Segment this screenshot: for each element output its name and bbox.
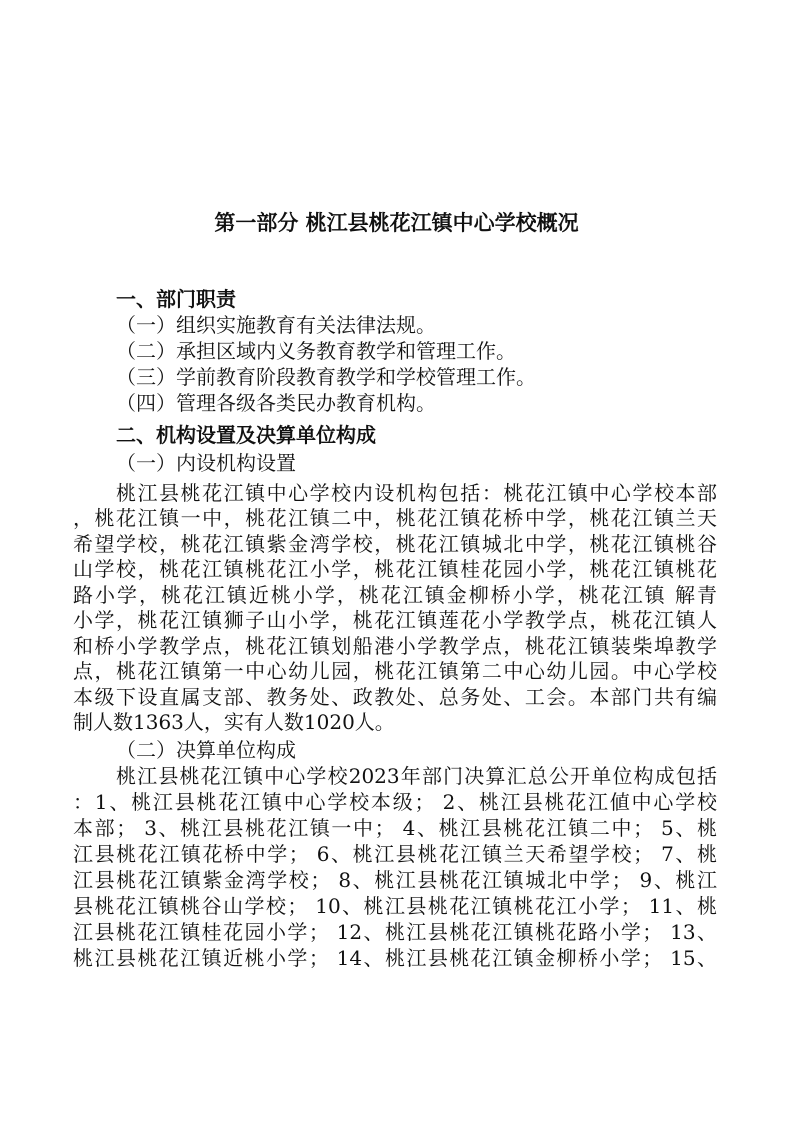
subheading-units: （二）决算单位构成 — [116, 738, 296, 762]
para-line: ：1、桃江县桃花江镇中心学校本级； 2、桃江县桃花江値中心学校 — [73, 790, 717, 814]
duty-item: （二）承担区域内义务教育教学和管理工作。 — [116, 339, 516, 363]
para-line: 本级下设直属支部、教务处、政教处、总务处、工会。本部门共有编 — [73, 685, 717, 709]
para-line: 江县桃花江镇桂花园小学； 12、桃江县桃花江镇桃花路小学； 13、 — [73, 920, 717, 944]
para-line: ，桃花江镇一中，桃花江镇二中，桃花江镇花桥中学，桃花江镇兰天 — [73, 506, 717, 530]
para-line: 小学，桃花江镇狮子山小学，桃花江镇莲花小学教学点，桃花江镇人 — [73, 608, 717, 632]
para-line: 希望学校，桃花江镇紫金湾学校，桃花江镇城北中学，桃花江镇桃谷 — [73, 532, 717, 556]
para-line: 江县桃花江镇紫金湾学校； 8、桃江县桃花江镇城北中学； 9、桃江 — [73, 868, 717, 892]
duty-item: （四）管理各级各类民办教育机构。 — [116, 391, 436, 415]
para-line: 和桥小学教学点，桃花江镇划船港小学教学点，桃花江镇装柴埠教学 — [73, 634, 717, 658]
para-line: 桃江县桃花江镇中心学校2023年部门决算汇总公开单位构成包括 — [116, 764, 717, 788]
para-line: 县桃花江镇桃谷山学校； 10、桃江县桃花江镇桃花江小学； 11、桃 — [73, 894, 717, 918]
section-heading-structure: 二、机构设置及决算单位构成 — [116, 423, 376, 447]
para-line: 路小学，桃花江镇近桃小学，桃花江镇金柳桥小学，桃花江镇 解青 — [73, 583, 717, 607]
para-line: 制人数1363人，实有人数1020人。 — [73, 710, 395, 734]
para-line: 点，桃花江镇第一中心幼儿园，桃花江镇第二中心幼儿园。中心学校 — [73, 659, 717, 683]
para-line: 山学校，桃花江镇桃花江小学，桃花江镇桂花园小学，桃花江镇桃花 — [73, 557, 717, 581]
para-line: 桃江县桃花江镇近桃小学； 14、桃江县桃花江镇金柳桥小学； 15、 — [73, 946, 717, 970]
para-line: 本部； 3、桃江县桃花江镇一中； 4、桃江县桃花江镇二中； 5、桃 — [73, 816, 717, 840]
para-line: 江县桃花江镇花桥中学； 6、桃江县桃花江镇兰天希望学校； 7、桃 — [73, 842, 717, 866]
duty-item: （一）组织实施教育有关法律法规。 — [116, 313, 436, 337]
page-title: 第一部分 桃江县桃花江镇中心学校概况 — [214, 210, 579, 235]
para-line: 桃江县桃花江镇中心学校内设机构包括：桃花江镇中心学校本部 — [116, 481, 717, 505]
section-heading-duties: 一、部门职责 — [116, 287, 236, 311]
duty-item: （三）学前教育阶段教育教学和学校管理工作。 — [116, 365, 536, 389]
subheading-internal: （一）内设机构设置 — [116, 451, 296, 475]
